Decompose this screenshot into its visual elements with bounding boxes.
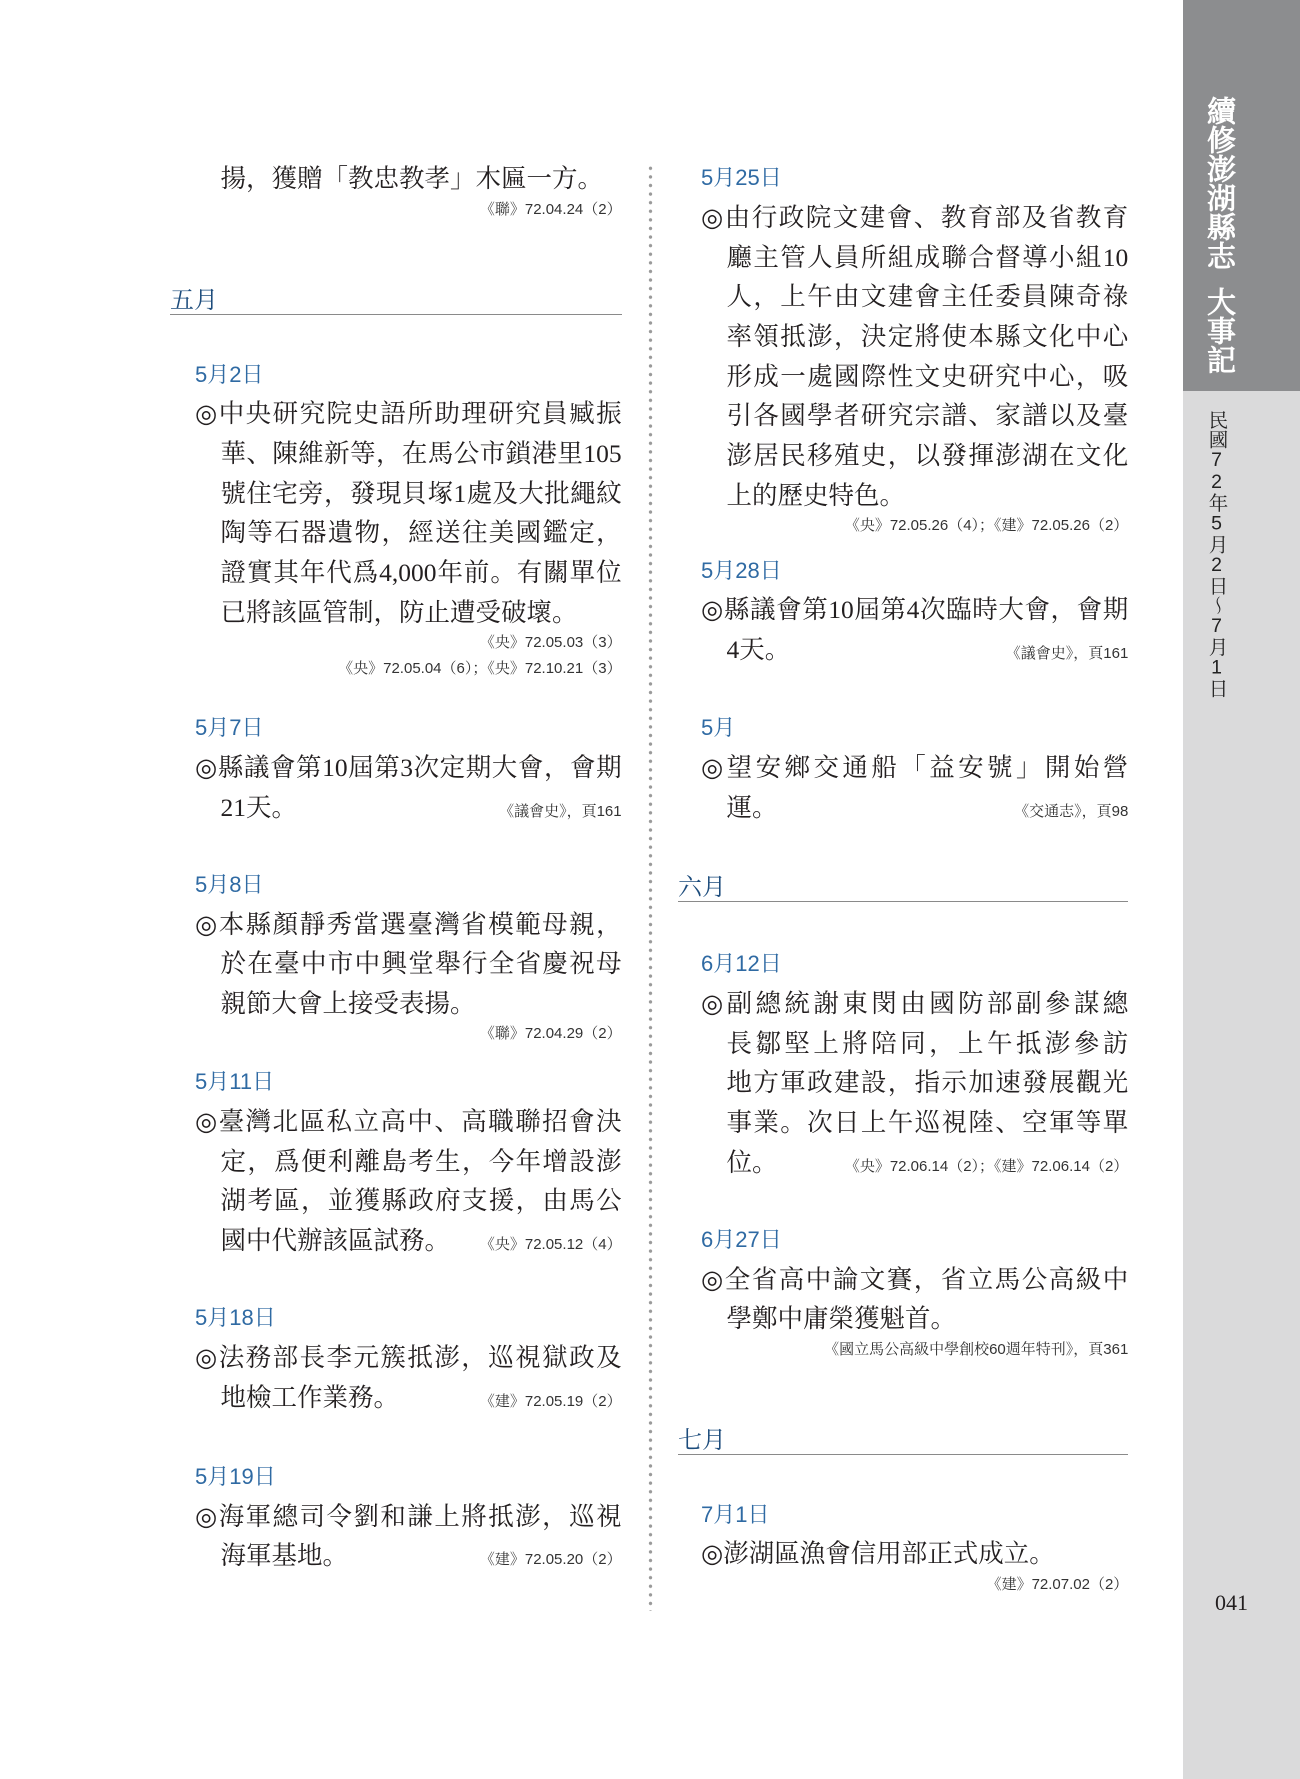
text-line-with-source: [727, 788, 1129, 828]
source-citation: 《央》72.05.04（6）；《央》72.10.21（3）: [338, 660, 622, 678]
event-text: [195, 1497, 622, 1576]
event-date: 5月28日: [701, 557, 782, 583]
text-line: ◎縣議會第10屆第4次臨時大會，會期: [701, 595, 1129, 625]
event-may-11: [195, 1062, 622, 1260]
text-line: ◎縣議會第10屆第3次定期大會，會期: [195, 753, 622, 783]
text-line: ◎臺灣北區私立高中、高職聯招會決: [195, 1107, 622, 1137]
sidebar-title-band: [1183, 0, 1300, 391]
text-line: 定，爲便利離島考生，今年增設澎: [220, 1146, 622, 1176]
text-line: ◎中央研究院史語所助理研究員臧振: [195, 399, 622, 429]
text-line: ◎全省高中論文賽，省立馬公高級中: [701, 1264, 1129, 1294]
text-line: 人，上午由文建會主任委員陳奇祿: [726, 282, 1129, 312]
source-citation: 《建》72.07.02（2）: [986, 1575, 1129, 1593]
page-number: 041: [1215, 1590, 1248, 1615]
event-may-2: [195, 355, 622, 683]
event-date: 5月11日: [195, 1069, 275, 1095]
event-date: 6月12日: [701, 951, 782, 977]
text-line: 長鄒堅上將陪同，上午抵澎參訪: [726, 1028, 1129, 1058]
sidebar-date-range: 民國72年5月2日～7月1日: [1205, 410, 1228, 698]
event-text: [195, 1102, 622, 1261]
source-citation: 《國立馬公高級中學創校60週年特刊》，頁361: [824, 1340, 1129, 1358]
sidebar-section-title: 大事記: [1203, 287, 1237, 374]
text-line-with-source: [221, 1536, 622, 1576]
event-date: 5月2日: [195, 361, 264, 387]
sidebar-book-title: 續修澎湖縣志: [1203, 96, 1237, 270]
event-may-28: [701, 551, 1128, 670]
text-line: 地檢工作業務。: [220, 1382, 400, 1412]
text-line: ◎法務部長李元簇抵澎，巡視獄政及: [195, 1342, 622, 1372]
source-citation: 《聯》72.04.24（2）: [479, 200, 622, 218]
event-text: [195, 905, 622, 1024]
text-line: 上的歷史特色。: [726, 480, 906, 510]
text-line-with-source: [727, 630, 1129, 670]
event-june-27: [701, 1220, 1128, 1363]
text-line: 事業。次日上午巡視陸、空軍等單: [726, 1108, 1129, 1138]
text-line: 位。: [726, 1147, 778, 1177]
event-text: [195, 1338, 622, 1417]
text-line: 引各國學者研究宗譜、家譜以及臺: [726, 401, 1129, 431]
text-line: ◎望安鄉交通船「益安號」開始營: [701, 753, 1129, 783]
event-may-8: [195, 865, 622, 1047]
source-citation: 《建》72.05.20（2）: [479, 1551, 622, 1569]
month-heading-july: 七月: [678, 1428, 1128, 1455]
text-line: 地方軍政建設，指示加速發展觀光: [726, 1068, 1129, 1098]
event-may-19: [195, 1457, 622, 1576]
text-line-with-source: [221, 1221, 622, 1261]
text-line: ◎副總統謝東閔由國防部副參謀總: [701, 989, 1129, 1019]
source-citation: 《聯》72.04.29（2）: [479, 1025, 622, 1043]
text-line-with-source: [221, 1378, 622, 1418]
text-line: 形成一處國際性文史研究中心，吸: [726, 361, 1129, 391]
source-citation: 《央》72.06.14（2）；《建》72.06.14（2）: [844, 1157, 1129, 1175]
event-text: [195, 394, 622, 632]
text-line: ◎澎湖區漁會信用部正式成立。: [701, 1539, 1055, 1569]
text-line: 廳主管人員所組成聯合督導小組10: [726, 242, 1129, 272]
event-continuation: [195, 159, 622, 222]
text-line: 號住宅旁，發現貝塚1處及大批繩紋: [220, 478, 622, 508]
event-text: [195, 159, 622, 199]
text-line: ◎由行政院文建會、教育部及省教育: [701, 202, 1129, 232]
source-citation: 《議會史》，頁161: [1005, 645, 1129, 663]
source-citation: 《央》72.05.12（4）: [479, 1236, 622, 1254]
month-heading-may: 五月: [170, 288, 622, 315]
event-date: 5月7日: [195, 715, 264, 741]
event-text: [701, 590, 1128, 669]
text-line: 4天。: [726, 635, 791, 665]
text-line: 親節大會上接受表揚。: [220, 989, 476, 1019]
text-line: 學鄭中庸榮獲魁首。: [726, 1304, 957, 1334]
text-line: ◎海軍總司令劉和謙上將抵澎，巡視: [195, 1501, 622, 1531]
source-citation: 《央》72.05.03（3）: [479, 634, 622, 652]
event-may-25: [701, 158, 1128, 539]
text-line: 湖考區，並獲縣政府支援，由馬公: [220, 1186, 622, 1216]
text-line: 海軍基地。: [220, 1541, 349, 1571]
event-date: 5月8日: [195, 872, 264, 897]
event-may-7: [195, 708, 622, 827]
sidebar: [1183, 0, 1300, 1779]
event-date: 5月18日: [195, 1305, 276, 1331]
text-line: ◎本縣顏靜秀當選臺灣省模範母親，: [195, 909, 622, 939]
text-line-with-source: [221, 788, 622, 828]
event-text: [195, 748, 622, 827]
text-line: 揚，獲贈「教忠教孝」木匾一方。: [220, 164, 604, 194]
event-date: 5月19日: [195, 1464, 276, 1490]
text-line: 證實其年代爲4,000年前。有關單位: [220, 557, 622, 587]
source-citation: 《議會史》，頁161: [499, 802, 622, 820]
text-line: 21天。: [220, 792, 298, 822]
event-may-18: [195, 1298, 622, 1417]
text-line: 運。: [726, 792, 778, 822]
event-text: [701, 198, 1128, 516]
event-text: [701, 1534, 1128, 1574]
text-line: 華、陳維新等，在馬公市鎖港里105: [220, 438, 622, 468]
event-date: 6月27日: [701, 1227, 782, 1252]
text-line: 陶等石器遺物，經送往美國鑑定，: [220, 518, 622, 548]
source-citation: 《建》72.05.19（2）: [479, 1392, 622, 1410]
text-line: 澎居民移殖史，以發揮澎湖在文化: [726, 441, 1129, 470]
event-july-1: [701, 1495, 1128, 1598]
event-june-12: [701, 944, 1128, 1182]
event-may-undated: [701, 708, 1128, 827]
text-line: 已將該區管制，防止遭受破壞。: [220, 597, 578, 627]
event-text: [701, 984, 1128, 1182]
event-text: [701, 1260, 1128, 1339]
source-citation: 《央》72.05.26（4）；《建》72.05.26（2）: [844, 517, 1129, 535]
month-heading-june: 六月: [678, 875, 1128, 902]
text-line-with-source: [727, 1143, 1129, 1183]
source-citation: 《交通志》，頁98: [1014, 802, 1129, 820]
event-text: [701, 748, 1128, 827]
column-divider: [648, 164, 653, 1611]
text-line: 於在臺中市中興堂舉行全省慶祝母: [220, 949, 622, 979]
text-line: 國中代辦該區試務。: [220, 1226, 451, 1256]
event-date: 5月: [701, 715, 736, 741]
event-date: 7月1日: [701, 1501, 770, 1527]
event-date: 5月25日: [701, 165, 782, 191]
text-line: 率領抵澎，決定將使本縣文化中心: [726, 321, 1129, 351]
